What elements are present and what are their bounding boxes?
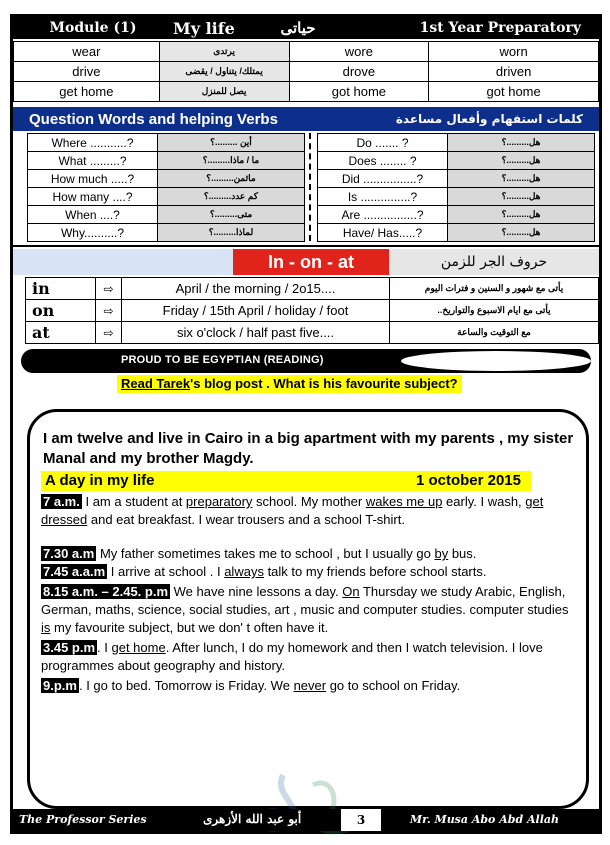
helping-verb: Is ...............? [318, 188, 448, 206]
author-name-ar: أبو عبد الله الأزهرى [203, 812, 302, 826]
verb-base: drive [14, 62, 160, 82]
paragraph [41, 545, 581, 563]
watermark-logo [213, 765, 413, 845]
module-header [13, 17, 599, 39]
helping-verb: Does ........ ? [318, 152, 448, 170]
question-word: Why..........? [28, 224, 158, 242]
text: and eat breakfast. I wear trousers and a school T-shirt. [87, 512, 405, 527]
verb-base: get home [14, 82, 160, 102]
passage-intro: I am twelve and live in Cairo in a big apartment with my parents , my sister Manal and my brother Magdy. [43, 430, 574, 467]
time-label: 7 a.m. [43, 494, 80, 509]
verb-past: wore [289, 42, 429, 62]
grade-level: 1st Year Preparatory [419, 20, 581, 36]
paragraph [41, 583, 581, 637]
text: I arrive at school . I [107, 564, 225, 579]
task-question: 's blog post . What is his favourite subject? [190, 376, 458, 391]
divider [309, 133, 311, 241]
helping-verb-ar: هل.........؟ [448, 188, 595, 206]
helping-verb: Did ................? [318, 170, 448, 188]
table-row [28, 224, 305, 242]
helping-verb-ar: هل.........؟ [448, 206, 595, 224]
header-fill [13, 249, 233, 275]
question-word-ar: متى.........؟ [158, 206, 305, 224]
text: go to school on Friday. [326, 678, 461, 693]
preposition-examples: April / the morning / 2o15.... [122, 278, 390, 300]
key-word: wakes me up [365, 494, 443, 509]
table-row [318, 134, 595, 152]
key-word: get home [111, 640, 166, 655]
key-word: never [293, 678, 327, 693]
helping-verb-ar: هل.........؟ [448, 170, 595, 188]
preposition-examples: six o'clock / half past five.... [122, 322, 390, 344]
time-label: 9.p.m [43, 678, 77, 693]
question-word-ar: أين .........؟ [158, 134, 305, 152]
table-row [318, 224, 595, 242]
table-row [28, 188, 305, 206]
banner-ornament [401, 351, 591, 371]
helping-verb: Are ................? [318, 206, 448, 224]
key-word: On [342, 584, 360, 599]
table-row [14, 82, 599, 102]
module-number: Module (1) [49, 20, 137, 36]
verb-meaning-ar: يرتدى [159, 42, 289, 62]
paragraph [41, 493, 581, 529]
time-label: 7.45 a.a.m [43, 564, 106, 579]
preposition: on [26, 300, 96, 322]
preposition: in [26, 278, 96, 300]
table-row [28, 152, 305, 170]
key-word: preparatory [185, 494, 253, 509]
helping-verbs-table [317, 133, 595, 242]
text: early. I wash, [442, 494, 526, 509]
reading-passage [41, 429, 581, 695]
table-row [318, 188, 595, 206]
task-name: Read Tarek [121, 376, 191, 391]
table-row [26, 300, 599, 322]
preposition: at [26, 322, 96, 344]
key-word: always [224, 564, 264, 579]
table-row [318, 170, 595, 188]
blog-heading [41, 471, 531, 491]
verb-past: drove [289, 62, 429, 82]
prepositions-title: In - on - at [233, 249, 389, 275]
question-word-ar: كم عدد.........؟ [158, 188, 305, 206]
reading-task [117, 375, 462, 393]
author-name: Mr. Musa Abo Abd Allah [409, 813, 559, 826]
divider [13, 245, 599, 247]
prepositions-title-ar: حروف الجر للزمن [389, 249, 599, 275]
helping-verb-ar: هل.........؟ [448, 134, 595, 152]
question-word-ar: ماثمن.........؟ [158, 170, 305, 188]
verb-past-participle: got home [429, 82, 599, 102]
question-words-bar [13, 107, 599, 131]
question-word: When ....? [28, 206, 158, 224]
page-footer [13, 809, 599, 831]
verb-forms-table [13, 41, 599, 102]
blog-title: A day in my life [45, 472, 155, 489]
text: . I go to bed. Tomorrow is Friday. We [78, 678, 294, 693]
table-row [318, 206, 595, 224]
helping-verb: Have/ Has.....? [318, 224, 448, 242]
text: I am a student at [81, 494, 186, 509]
text: Thursday we study Arabic, English, German, maths, science, social studies, art , music and computer studies. computer studies [41, 584, 569, 617]
text: school. My mother [252, 494, 366, 509]
text: bus. [448, 546, 477, 561]
helping-verb-ar: هل.........؟ [448, 152, 595, 170]
question-word: How much .....? [28, 170, 158, 188]
table-row [28, 206, 305, 224]
verb-meaning-ar: يمتلك/ يتناول / يقضى [159, 62, 289, 82]
text: My father sometimes takes me to school , but I usually go [96, 546, 435, 561]
time-label: 7.30 a.m [43, 546, 95, 561]
preposition-rule-ar: يأتى مع شهور و السنين و فترات اليوم [390, 278, 599, 300]
question-word: Where ...........? [28, 134, 158, 152]
preposition-rule-ar: مع التوقيت والساعة [390, 322, 599, 344]
reading-banner [21, 349, 591, 373]
verb-past-participle: worn [429, 42, 599, 62]
module-title: My life [173, 18, 235, 38]
table-row [28, 134, 305, 152]
page-frame [10, 14, 602, 834]
question-words-table [27, 133, 305, 242]
text: . I [97, 640, 112, 655]
text: . After lunch, I do my homework and then I watch television. I love programmes about geography and history. [41, 640, 543, 673]
paragraph [41, 677, 581, 695]
verb-past: got home [289, 82, 429, 102]
paragraph [41, 563, 581, 581]
table-row [318, 152, 595, 170]
page-number: 3 [341, 809, 381, 831]
question-words-heading: Question Words and helping Verbs [29, 110, 278, 128]
text: We have nine lessons a day. [170, 584, 343, 599]
prepositions-table [25, 277, 599, 344]
question-words-heading-ar: كلمات استفهام وأفعال مساعدة [395, 112, 583, 126]
module-title-arabic: حياتى [280, 19, 316, 37]
text: talk to my friends before school starts. [263, 564, 487, 579]
helping-verb-ar: هل.........؟ [448, 224, 595, 242]
arrow-right-icon: ⇨ [96, 300, 122, 322]
verb-meaning-ar: يصل للمنزل [159, 82, 289, 102]
series-name: The Professor Series [19, 813, 147, 826]
question-word: How many ....? [28, 188, 158, 206]
time-label: 8.15 a.m. – 2.45. p.m [43, 584, 169, 599]
question-word-ar: لماذا.........؟ [158, 224, 305, 242]
verb-past-participle: driven [429, 62, 599, 82]
verb-base: wear [14, 42, 160, 62]
table-row [26, 322, 599, 344]
table-row [14, 42, 599, 62]
arrow-right-icon: ⇨ [96, 322, 122, 344]
table-row [26, 278, 599, 300]
preposition-rule-ar: يأتى مع ايام الاسبوع والتواريخ.. [390, 300, 599, 322]
question-word-ar: ما / ماذا.........؟ [158, 152, 305, 170]
blog-date: 1 october 2015 [415, 472, 521, 489]
text: my favourite subject, but we don' t often have it. [50, 620, 329, 635]
arrow-right-icon: ⇨ [96, 278, 122, 300]
key-word: by [434, 546, 449, 561]
key-word: get dressed [41, 494, 544, 527]
preposition-examples: Friday / 15th April / holiday / foot [122, 300, 390, 322]
prepositions-header [13, 249, 599, 275]
helping-verb: Do ....... ? [318, 134, 448, 152]
time-label: 3.45 p.m [43, 640, 96, 655]
key-word: is [41, 620, 51, 635]
table-row [28, 170, 305, 188]
paragraph [41, 639, 581, 675]
table-row [14, 62, 599, 82]
question-word: What .........? [28, 152, 158, 170]
reading-banner-title: PROUD TO BE EGYPTIAN (READING) [121, 354, 324, 366]
